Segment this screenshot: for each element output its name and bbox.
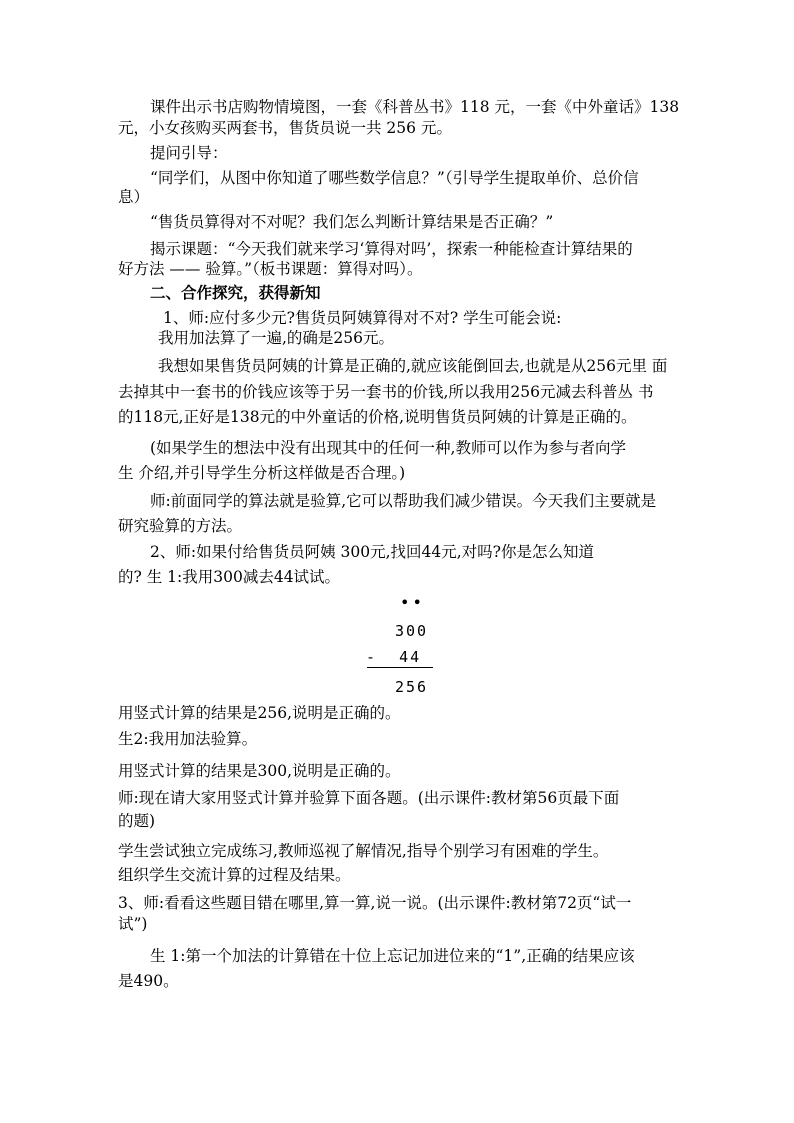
- minuend: 300: [395, 622, 429, 640]
- paragraph-line: 师:前面同学的算法就是验算,它可以帮助我们减少错误。今天我们主要就是: [150, 492, 657, 510]
- calculation-rule: [367, 667, 433, 668]
- paragraph-line: 是490。: [118, 972, 179, 990]
- paragraph-line: 我想如果售货员阿姨的计算是正确的,就应该能倒回去,也就是从256元里 面: [158, 357, 668, 375]
- paragraph-line: 生 1:第一个加法的计算错在十位上忘记加进位来的“1”,正确的结果应该: [150, 947, 635, 965]
- paragraph-line: 元，小女孩购买两套书，售货员说一共 256 元。: [118, 119, 452, 137]
- paragraph-line: 生 介绍,并引导学生分析这样做是否合理。): [118, 464, 406, 482]
- paragraph-line: 的118元,正好是138元的中外童话的价格,说明售货员阿姨的计算是正确的。: [118, 408, 637, 426]
- difference: 256: [395, 678, 429, 696]
- paragraph-line: 揭示课题：“今天我们就来学习‘算得对吗’，探索一种能检查计算结果的: [150, 240, 633, 258]
- paragraph-line: 组织学生交流计算的过程及结果。: [118, 866, 351, 884]
- subtrahend: - 44: [366, 648, 422, 666]
- paragraph-line: “售货员算得对不对呢？我们怎么判断计算结果是否正确？”: [150, 213, 554, 231]
- carry-dots: ••: [400, 593, 425, 612]
- paragraph-line: 我用加法算了一遍,的确是256元。: [158, 329, 395, 347]
- paragraph-line: “同学们，从图中你知道了哪些数学信息？”（引导学生提取单价、总价信: [150, 169, 639, 187]
- paragraph-line: 2、师:如果付给售货员阿姨 300元,找回44元,对吗?你是怎么知道: [150, 543, 594, 561]
- paragraph-line: 试”): [118, 915, 148, 933]
- paragraph-line: 研究验算的方法。: [118, 517, 243, 535]
- paragraph-line: 3、师:看看这些题目错在哪里,算一算,说一说。(出示课件:教材第72页“试一: [118, 894, 632, 912]
- paragraph-line: 息）: [118, 188, 150, 206]
- paragraph-line: 1、师:应付多少元?售货员阿姨算得对不对? 学生可能会说:: [163, 309, 562, 327]
- paragraph-line: 师:现在请大家用竖式计算并验算下面各题。(出示课件:教材第56页最下面: [118, 789, 620, 807]
- paragraph-line: 的? 生 1:我用300减去44试试。: [118, 568, 341, 586]
- paragraph-line: 用竖式计算的结果是256,说明是正确的。: [118, 704, 401, 722]
- paragraph-line: (如果学生的想法中没有出现其中的任何一种,教师可以作为参与者向学: [150, 439, 626, 457]
- section-heading: 二、合作探究，获得新知: [150, 283, 321, 302]
- paragraph-line: 提问引导：: [150, 144, 228, 162]
- paragraph-line: 好方法 —— 验算。”（板书课题：算得对吗）。: [118, 260, 423, 278]
- paragraph-line: 用竖式计算的结果是300,说明是正确的。: [118, 762, 401, 780]
- paragraph-line: 去掉其中一套书的价钱应该等于另一套书的价钱,所以我用256元减去科普丛 书: [118, 383, 654, 401]
- paragraph-line: 的题): [118, 812, 156, 830]
- paragraph-line: 学生尝试独立完成练习,教师巡视了解情况,指导个别学习有困难的学生。: [118, 842, 609, 860]
- paragraph-line: 课件出示书店购物情境图，一套《科普丛书》118 元，一套《中外童话》138: [150, 98, 680, 116]
- paragraph-line: 生2:我用加法验算。: [118, 730, 258, 748]
